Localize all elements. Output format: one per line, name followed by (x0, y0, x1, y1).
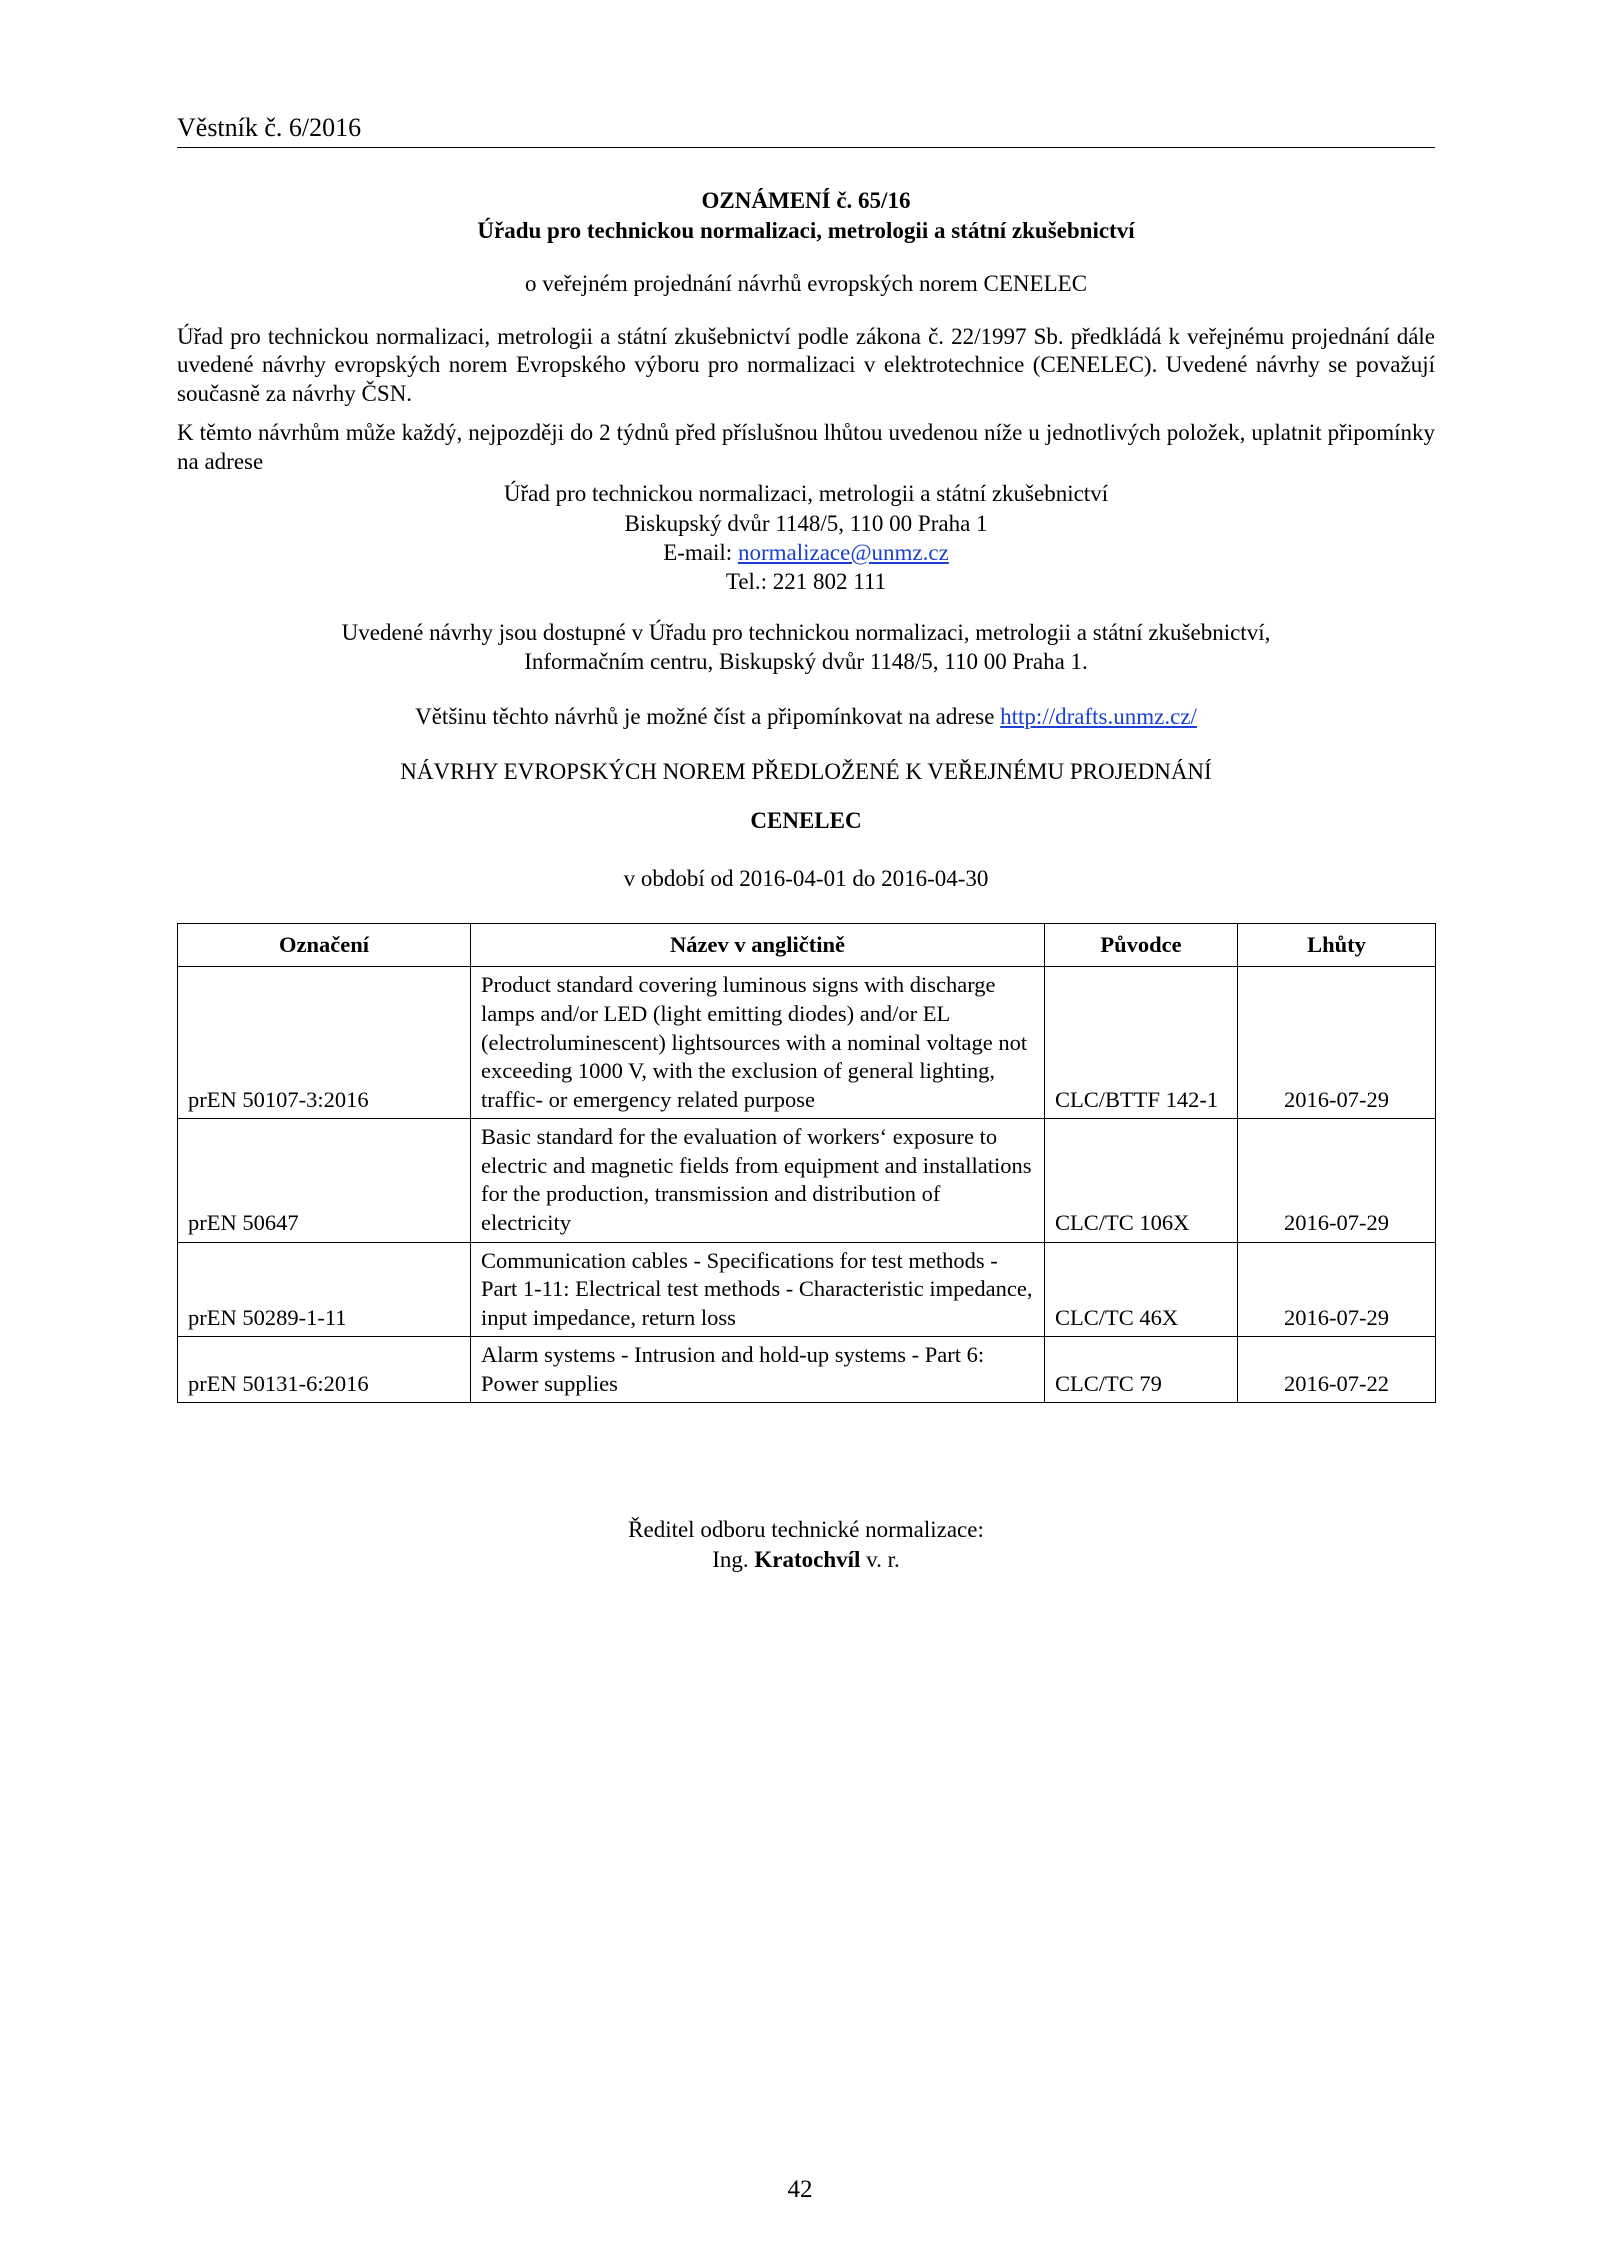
signature-suffix: v. r. (860, 1547, 900, 1573)
section-heading: NÁVRHY EVROPSKÝCH NOREM PŘEDLOŽENÉ K VEŘEJNÉMU PROJEDNÁNÍ (400, 758, 1212, 784)
drafts-note (177, 703, 1435, 732)
signature-role: Ředitel odboru technické normalizace: (628, 1517, 984, 1543)
availability-line-2: Informačním centru, Biskupský dvůr 1148/5, 110 00 Praha 1. (524, 649, 1088, 675)
col-header-deadline: Lhůty (1238, 924, 1436, 967)
announcement-title (177, 186, 1435, 246)
comments-paragraph: K těmto návrhům může každý, nejpozději do 2 týdnů před příslušnou lhůtou uvedenou níže u jednotlivých položek, uplatnit připomínky na adrese (177, 420, 1435, 475)
drafts-text: Většinu těchto návrhů je možné číst a připomínkovat na adrese (415, 703, 1001, 729)
cell-id: prEN 50131-6:2016 (178, 1337, 471, 1403)
journal-header: Věstník č. 6/2016 (177, 112, 1435, 148)
table-header-row (178, 924, 1436, 967)
cell-title: Product standard covering luminous signs with discharge lamps and/or LED (light emitting diodes) and/or EL (electroluminescent) lightsources with a nominal voltage not exceeding 1000 V, with the exclusion of general lighting, traffic- or emergency related purpose (471, 967, 1045, 1119)
office-address (177, 479, 1435, 596)
availability-note (177, 618, 1435, 676)
period-text: v období od 2016-04-01 do 2016-04-30 (623, 866, 989, 892)
cell-deadline: 2016-07-29 (1238, 967, 1436, 1119)
email-link[interactable]: normalizace@unmz.cz (737, 539, 949, 565)
cell-origin: CLC/TC 79 (1045, 1337, 1238, 1403)
availability-line-1: Uvedené návrhy jsou dostupné v Úřadu pro technickou normalizaci, metrologii a státní zkušebnictví, (341, 620, 1271, 646)
signature-line (177, 1545, 1435, 1575)
signature-prefix: Ing. (712, 1547, 755, 1573)
cell-id: prEN 50107-3:2016 (178, 967, 471, 1119)
cell-id: prEN 50289-1-11 (178, 1242, 471, 1337)
cell-title: Communication cables - Specifications for test methods - Part 1-11: Electrical test methods - Characteristic impedance, input impedance, return loss (471, 1242, 1045, 1337)
drafts-link[interactable]: http://drafts.unmz.cz/ (1000, 703, 1197, 729)
col-header-origin: Původce (1045, 924, 1238, 967)
cell-deadline: 2016-07-29 (1238, 1119, 1436, 1242)
table-row (178, 1242, 1436, 1337)
issuing-office: Úřadu pro technickou normalizaci, metrologii a státní zkušebnictví (477, 217, 1135, 243)
cell-id: prEN 50647 (178, 1119, 471, 1242)
address-line-1: Úřad pro technickou normalizaci, metrologii a státní zkušebnictví (503, 481, 1109, 507)
intro-paragraph: Úřad pro technickou normalizaci, metrologii a státní zkušebnictví podle zákona č. 22/1997 Sb. předkládá k veřejnému projednání dále uvedené návrhy evropských norem Evropského výboru pro normalizaci v elektrotechnice (CENELEC). Uvedené návrhy se považují současně za návrhy ČSN. (177, 323, 1435, 407)
signature-name: Kratochvíl (754, 1547, 861, 1573)
table-row (178, 1119, 1436, 1242)
cell-deadline: 2016-07-22 (1238, 1337, 1436, 1403)
cell-title: Alarm systems - Intrusion and hold-up systems - Part 6: Power supplies (471, 1337, 1045, 1403)
cell-deadline: 2016-07-29 (1238, 1242, 1436, 1337)
address-tel: Tel.: 221 802 111 (725, 568, 887, 594)
cell-origin: CLC/TC 46X (1045, 1242, 1238, 1337)
col-header-id: Označení (178, 924, 471, 967)
page-number: 42 (787, 2176, 813, 2203)
announcement-number: OZNÁMENÍ č. 65/16 (701, 187, 911, 213)
email-label: E-mail: (663, 539, 738, 565)
cell-origin: CLC/TC 106X (1045, 1119, 1238, 1242)
address-line-2: Biskupský dvůr 1148/5, 110 00 Praha 1 (624, 510, 988, 536)
announcement-subject: o veřejném projednání návrhů evropských norem CENELEC (524, 270, 1088, 296)
table-row (178, 967, 1436, 1119)
drafts-table (177, 923, 1436, 1403)
document-page (177, 112, 1435, 1575)
cell-origin: CLC/BTTF 142-1 (1045, 967, 1238, 1119)
cell-title: Basic standard for the evaluation of workers‘ exposure to electric and magnetic fields from equipment and installations for the production, transmission and distribution of electricity (471, 1119, 1045, 1242)
table-row (178, 1337, 1436, 1403)
signature-block (177, 1515, 1435, 1575)
col-header-title: Název v angličtině (471, 924, 1045, 967)
organization-heading: CENELEC (750, 807, 862, 833)
address-email (177, 538, 1435, 567)
